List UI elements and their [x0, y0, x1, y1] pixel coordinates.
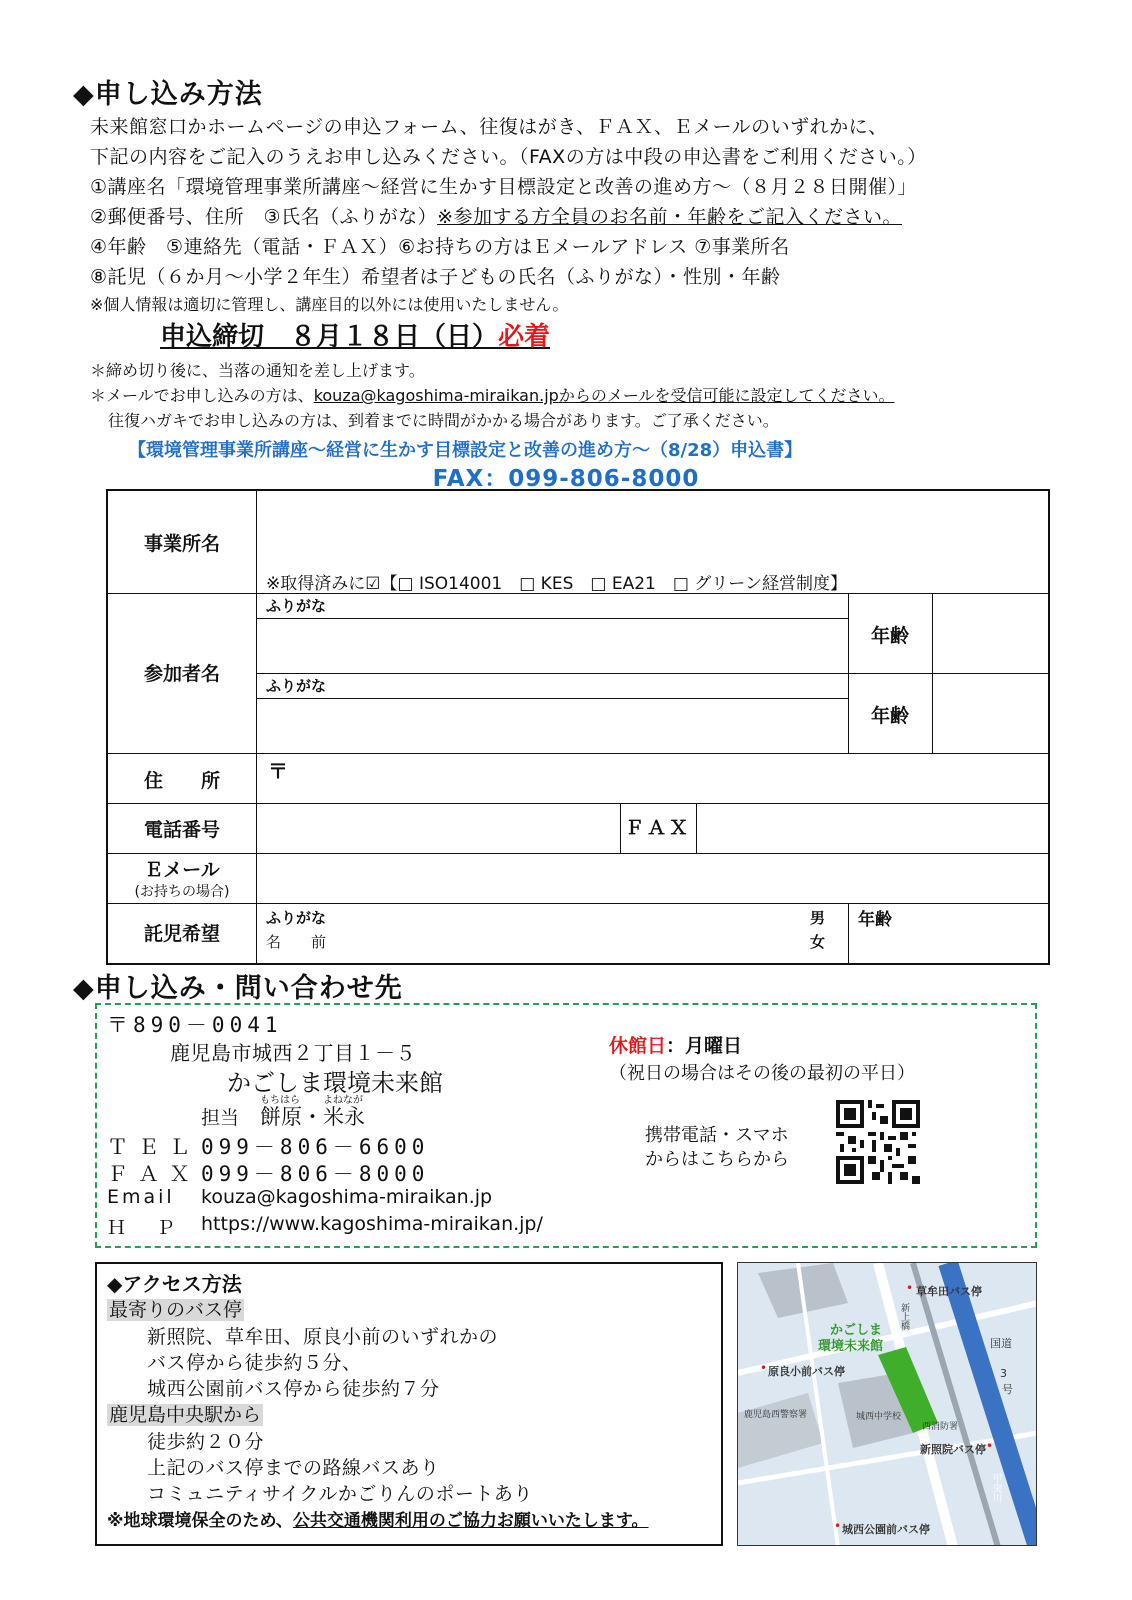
- map-school: 城西中学校: [856, 1412, 902, 1422]
- tel-label: ＴＥＬ: [107, 1135, 200, 1159]
- contact-heading: ◆申し込み・問い合わせ先: [73, 973, 403, 1004]
- participant-divider: [256, 673, 1048, 674]
- map-stop-shinshoin: 新照院バス停: [920, 1443, 986, 1456]
- deadline: [160, 316, 550, 353]
- bus-label-wrap: [107, 1295, 244, 1322]
- eco-note: [107, 1506, 649, 1531]
- mobile-line-2: からはこちらから: [645, 1149, 789, 1170]
- map-stop-somuta: 草牟田バス停: [916, 1285, 982, 1298]
- notice-email-address[interactable]: kouza@kagoshima-miraikan.jp: [313, 386, 559, 405]
- phone-input[interactable]: [258, 805, 618, 851]
- address-input[interactable]: [258, 755, 1048, 801]
- hp-value[interactable]: https://www.kagoshima-miraikan.jp/: [201, 1213, 543, 1235]
- map-river: 甲突川: [990, 1473, 1001, 1503]
- fax-contact-label: ＦＡＸ: [107, 1162, 200, 1186]
- age-label-1: 年齢: [870, 625, 909, 647]
- station-line-3: コミュニティサイクルかごりんのポートあり: [147, 1483, 533, 1505]
- station-line-2: 上記のバス停までの路線バスあり: [147, 1457, 440, 1479]
- age-divider: [848, 593, 849, 753]
- furigana-label-1: ふりがな: [266, 597, 327, 615]
- row-divider: [108, 803, 1048, 804]
- childcare-age-input[interactable]: [850, 905, 1046, 961]
- apply-line-4: [90, 202, 902, 229]
- participant-name-input-1[interactable]: [258, 621, 846, 671]
- row-divider: [108, 903, 1048, 904]
- deadline-must-arrive: 必着: [498, 322, 551, 352]
- childcare-name-input[interactable]: [328, 905, 808, 961]
- bus-label: 最寄りのバス停: [109, 1299, 243, 1321]
- apply-line-1: 未来館窓口かホームページの申込フォーム、往復はがき、ＦＡＸ、Ｅメールのいずれかに、: [90, 116, 888, 138]
- map-road-1: 国道: [990, 1337, 1012, 1350]
- apply-line-2: 下記の内容をご記入のうえお申し込みください。（FAXの方は中段の申込書をご利用ください。）: [90, 146, 927, 168]
- apply-line-6: ⑧託児（６か月～小学２年生）希望者は子どもの氏名（ふりがな）・性別・年齢: [90, 266, 781, 288]
- contact-box: [95, 1003, 1037, 1248]
- contact-address: 鹿児島市城西２丁目１－５: [170, 1041, 416, 1065]
- childcare-label: 託児希望: [143, 923, 220, 945]
- apply-line-3: ①講座名「環境管理事業所講座～経営に生かす目標設定と改善の進め方～（８月２８日開催）」: [90, 176, 918, 198]
- fax-label: ＦＡＸ: [624, 817, 691, 839]
- map-road-3: 号: [1002, 1383, 1013, 1396]
- office-input[interactable]: [258, 491, 1048, 561]
- eco-note-underlined: 公共交通機関利用のご協力お願いいたします。: [292, 1511, 649, 1531]
- form-title: 【環境管理事業所講座～経営に生かす目標設定と改善の進め方～（8/28）申込書】: [128, 440, 803, 461]
- contact-org: かごしま環境未来館: [227, 1069, 443, 1097]
- map-mirai-2: 環境未来館: [818, 1339, 884, 1354]
- age-value-divider: [932, 593, 933, 753]
- email-sub-label: (お持ちの場合): [134, 884, 230, 900]
- access-map: [737, 1262, 1037, 1546]
- bus-stop-icon: •: [760, 1361, 768, 1375]
- apply-heading: ◆申し込み方法: [73, 79, 263, 110]
- bus-line-2: バス停から徒歩約５分、: [147, 1352, 362, 1374]
- map-bridge: 新上橋: [899, 1303, 909, 1330]
- notice-email-post: からのメールを受信可能に設定してください。: [558, 386, 895, 405]
- closed-day-label: 休館日: [609, 1035, 667, 1057]
- closed-day: [609, 1031, 742, 1058]
- access-box: [95, 1262, 723, 1546]
- contact-postal: 〒890－0041: [107, 1013, 283, 1037]
- qr-code-icon[interactable]: [836, 1100, 920, 1184]
- email-contact-value[interactable]: kouza@kagoshima-miraikan.jp: [201, 1186, 493, 1208]
- phone-label: 電話番号: [143, 819, 220, 841]
- contact-staff-ruby-2: よねなが: [323, 1095, 363, 1106]
- age-input-2[interactable]: [934, 675, 1046, 751]
- application-form: [106, 489, 1050, 965]
- gender-male[interactable]: 男: [810, 909, 826, 927]
- tel-value[interactable]: 099－806－6600: [201, 1135, 430, 1159]
- notice-email-pre: ＊メールでお申し込みの方は、: [90, 386, 314, 405]
- map-road-2: 3: [1000, 1367, 1007, 1380]
- map-police: 鹿児島西警察署: [744, 1410, 808, 1420]
- fax-input[interactable]: [698, 805, 1048, 851]
- apply-line-5: ④年齢 ⑤連絡先（電話・ＦＡＸ）⑥お持ちの方はＥメールアドレス ⑦事業所名: [90, 236, 790, 258]
- age-label-2: 年齢: [870, 705, 909, 727]
- contact-staff-label: 担当: [201, 1107, 240, 1129]
- bus-stop-icon: •: [834, 1519, 842, 1533]
- privacy-note: ※個人情報は適切に管理し、講座目的以外には使用いたしません。: [90, 295, 569, 314]
- station-line-1: 徒歩約２０分: [147, 1431, 265, 1453]
- cert-checkboxes[interactable]: ※取得済みに☑【□ ISO14001 □ KES □ EA21 □ グリーン経営制度】: [266, 574, 847, 594]
- deadline-date: 申込締切 ８月１８日（日）: [160, 322, 499, 352]
- form-fax: FAX：099-806-8000: [432, 466, 700, 492]
- fax-contact-value: 099－806－8000: [201, 1162, 430, 1186]
- eco-note-pre: ※地球環境保全のため、: [107, 1511, 293, 1531]
- fax-divider-right: [696, 803, 697, 853]
- closed-day-value: ：月曜日: [666, 1035, 743, 1057]
- contact-staff-ruby-1: もちはら: [260, 1095, 300, 1106]
- childcare-name-label: 名 前: [266, 933, 327, 951]
- map-graphic: [738, 1263, 1037, 1546]
- office-label: 事業所名: [143, 533, 220, 555]
- gender-female[interactable]: 女: [810, 933, 826, 951]
- label-column-divider: [256, 491, 257, 963]
- age-input-1[interactable]: [934, 595, 1046, 671]
- postal-mark: 〒: [268, 759, 288, 783]
- apply-line-4-underlined: ※参加する方全員のお名前・年齢をご記入ください。: [437, 206, 902, 228]
- map-mirai-1: かごしま: [830, 1323, 883, 1338]
- participant-label: 参加者名: [143, 663, 220, 685]
- row-divider: [108, 853, 1048, 854]
- furigana-divider-2: [256, 698, 848, 699]
- station-label-wrap: [107, 1400, 263, 1427]
- notice-postcard: 往復ハガキでお申し込みの方は、到着までに時間がかかる場合があります。ご了承ください。: [108, 411, 779, 430]
- apply-line-4-text: ②郵便番号、住所 ③氏名（ふりがな）: [90, 206, 438, 228]
- row-divider: [108, 593, 1048, 594]
- notice-result: ＊締め切り後に、当落の通知を差し上げます。: [90, 361, 425, 380]
- map-stop-josei: 城西公園前バス停: [842, 1523, 930, 1536]
- email-contact-label: Email: [107, 1186, 175, 1208]
- bus-stop-icon: •: [986, 1439, 994, 1453]
- row-divider: [108, 753, 1048, 754]
- mobile-line-1: 携帯電話・スマホ: [645, 1125, 789, 1146]
- map-stop-harara: 原良小前バス停: [768, 1365, 845, 1378]
- bus-stop-icon: •: [906, 1281, 914, 1295]
- closed-day-note: （祝日の場合はその後の最初の平日）: [609, 1063, 915, 1084]
- childcare-age-divider: [848, 903, 849, 963]
- email-input[interactable]: [258, 855, 1048, 901]
- bus-line-1: 新照院、草牟田、原良小前のいずれかの: [147, 1326, 499, 1348]
- notice-email: [90, 383, 895, 406]
- childcare-age-label: 年齢: [858, 910, 892, 930]
- station-label: 鹿児島中央駅から: [109, 1404, 262, 1426]
- participant-name-input-2[interactable]: [258, 701, 846, 751]
- childcare-furigana: ふりがな: [266, 909, 327, 927]
- hp-label: ＨＰ: [107, 1217, 206, 1239]
- access-heading: ◆アクセス方法: [107, 1272, 242, 1296]
- map-fire: 西消防署: [922, 1422, 959, 1432]
- address-label: 住 所: [143, 770, 220, 792]
- bus-line-3: 城西公園前バス停から徒歩約７分: [147, 1378, 440, 1400]
- email-label: Ｅメール: [144, 859, 220, 881]
- furigana-divider-1: [256, 618, 848, 619]
- contact-staff: 餅原・米永: [260, 1105, 365, 1129]
- furigana-label-2: ふりがな: [266, 677, 327, 695]
